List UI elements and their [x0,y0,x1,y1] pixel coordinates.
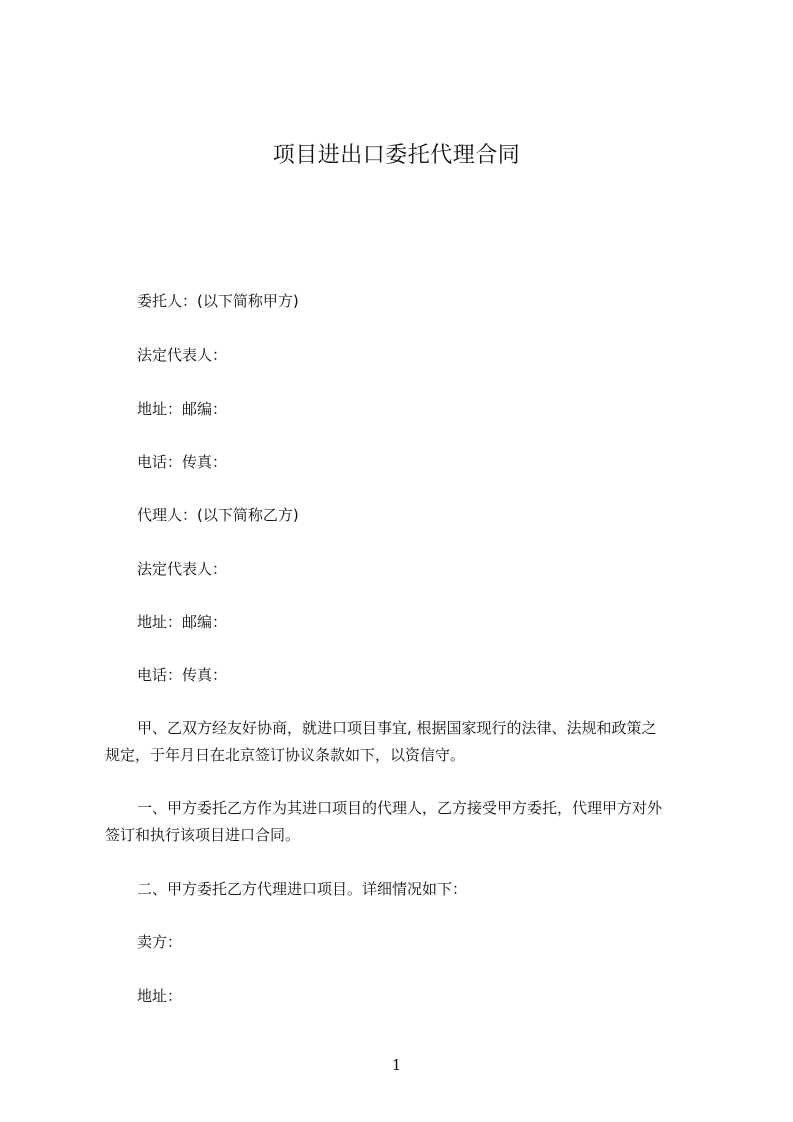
principal-phone-fax-field: 电话：传真： [137,453,228,471]
agreement-intro-line-1: 甲、乙双方经友好协商，就进口项目事宜, 根据国家现行的法律、法规和政策之 [137,719,657,737]
agent-legal-rep-field: 法定代表人： [137,560,228,578]
agent-phone-fax-field: 电话：传真： [137,666,228,684]
principal-legal-rep-field: 法定代表人： [137,346,228,364]
agent-address-postcode-field: 地址：邮编： [137,613,228,631]
clause-1-line-2: 签订和执行该项目进口合同。 [105,826,301,844]
clause-1-paragraph [105,795,705,849]
document-title: 项目进出口委托代理合同 [272,143,521,168]
page-number: 1 [391,1056,402,1074]
seller-address-field: 地址： [137,987,183,1005]
seller-field: 卖方： [137,933,183,951]
agreement-intro-line-2: 规定，于年月日在北京签订协议条款如下，以资信守。 [105,746,466,764]
principal-field: 委托人：(以下简称甲方) [137,292,299,310]
clause-2-paragraph: 二、甲方委托乙方代理进口项目。详细情况如下： [137,880,468,898]
clause-1-line-1: 一、甲方委托乙方作为其进口项目的代理人，乙方接受甲方委托，代理甲方对外 [137,799,663,817]
principal-address-postcode-field: 地址：邮编： [137,400,228,418]
agreement-intro-paragraph [105,715,705,769]
agent-field: 代理人：(以下简称乙方) [137,506,299,524]
